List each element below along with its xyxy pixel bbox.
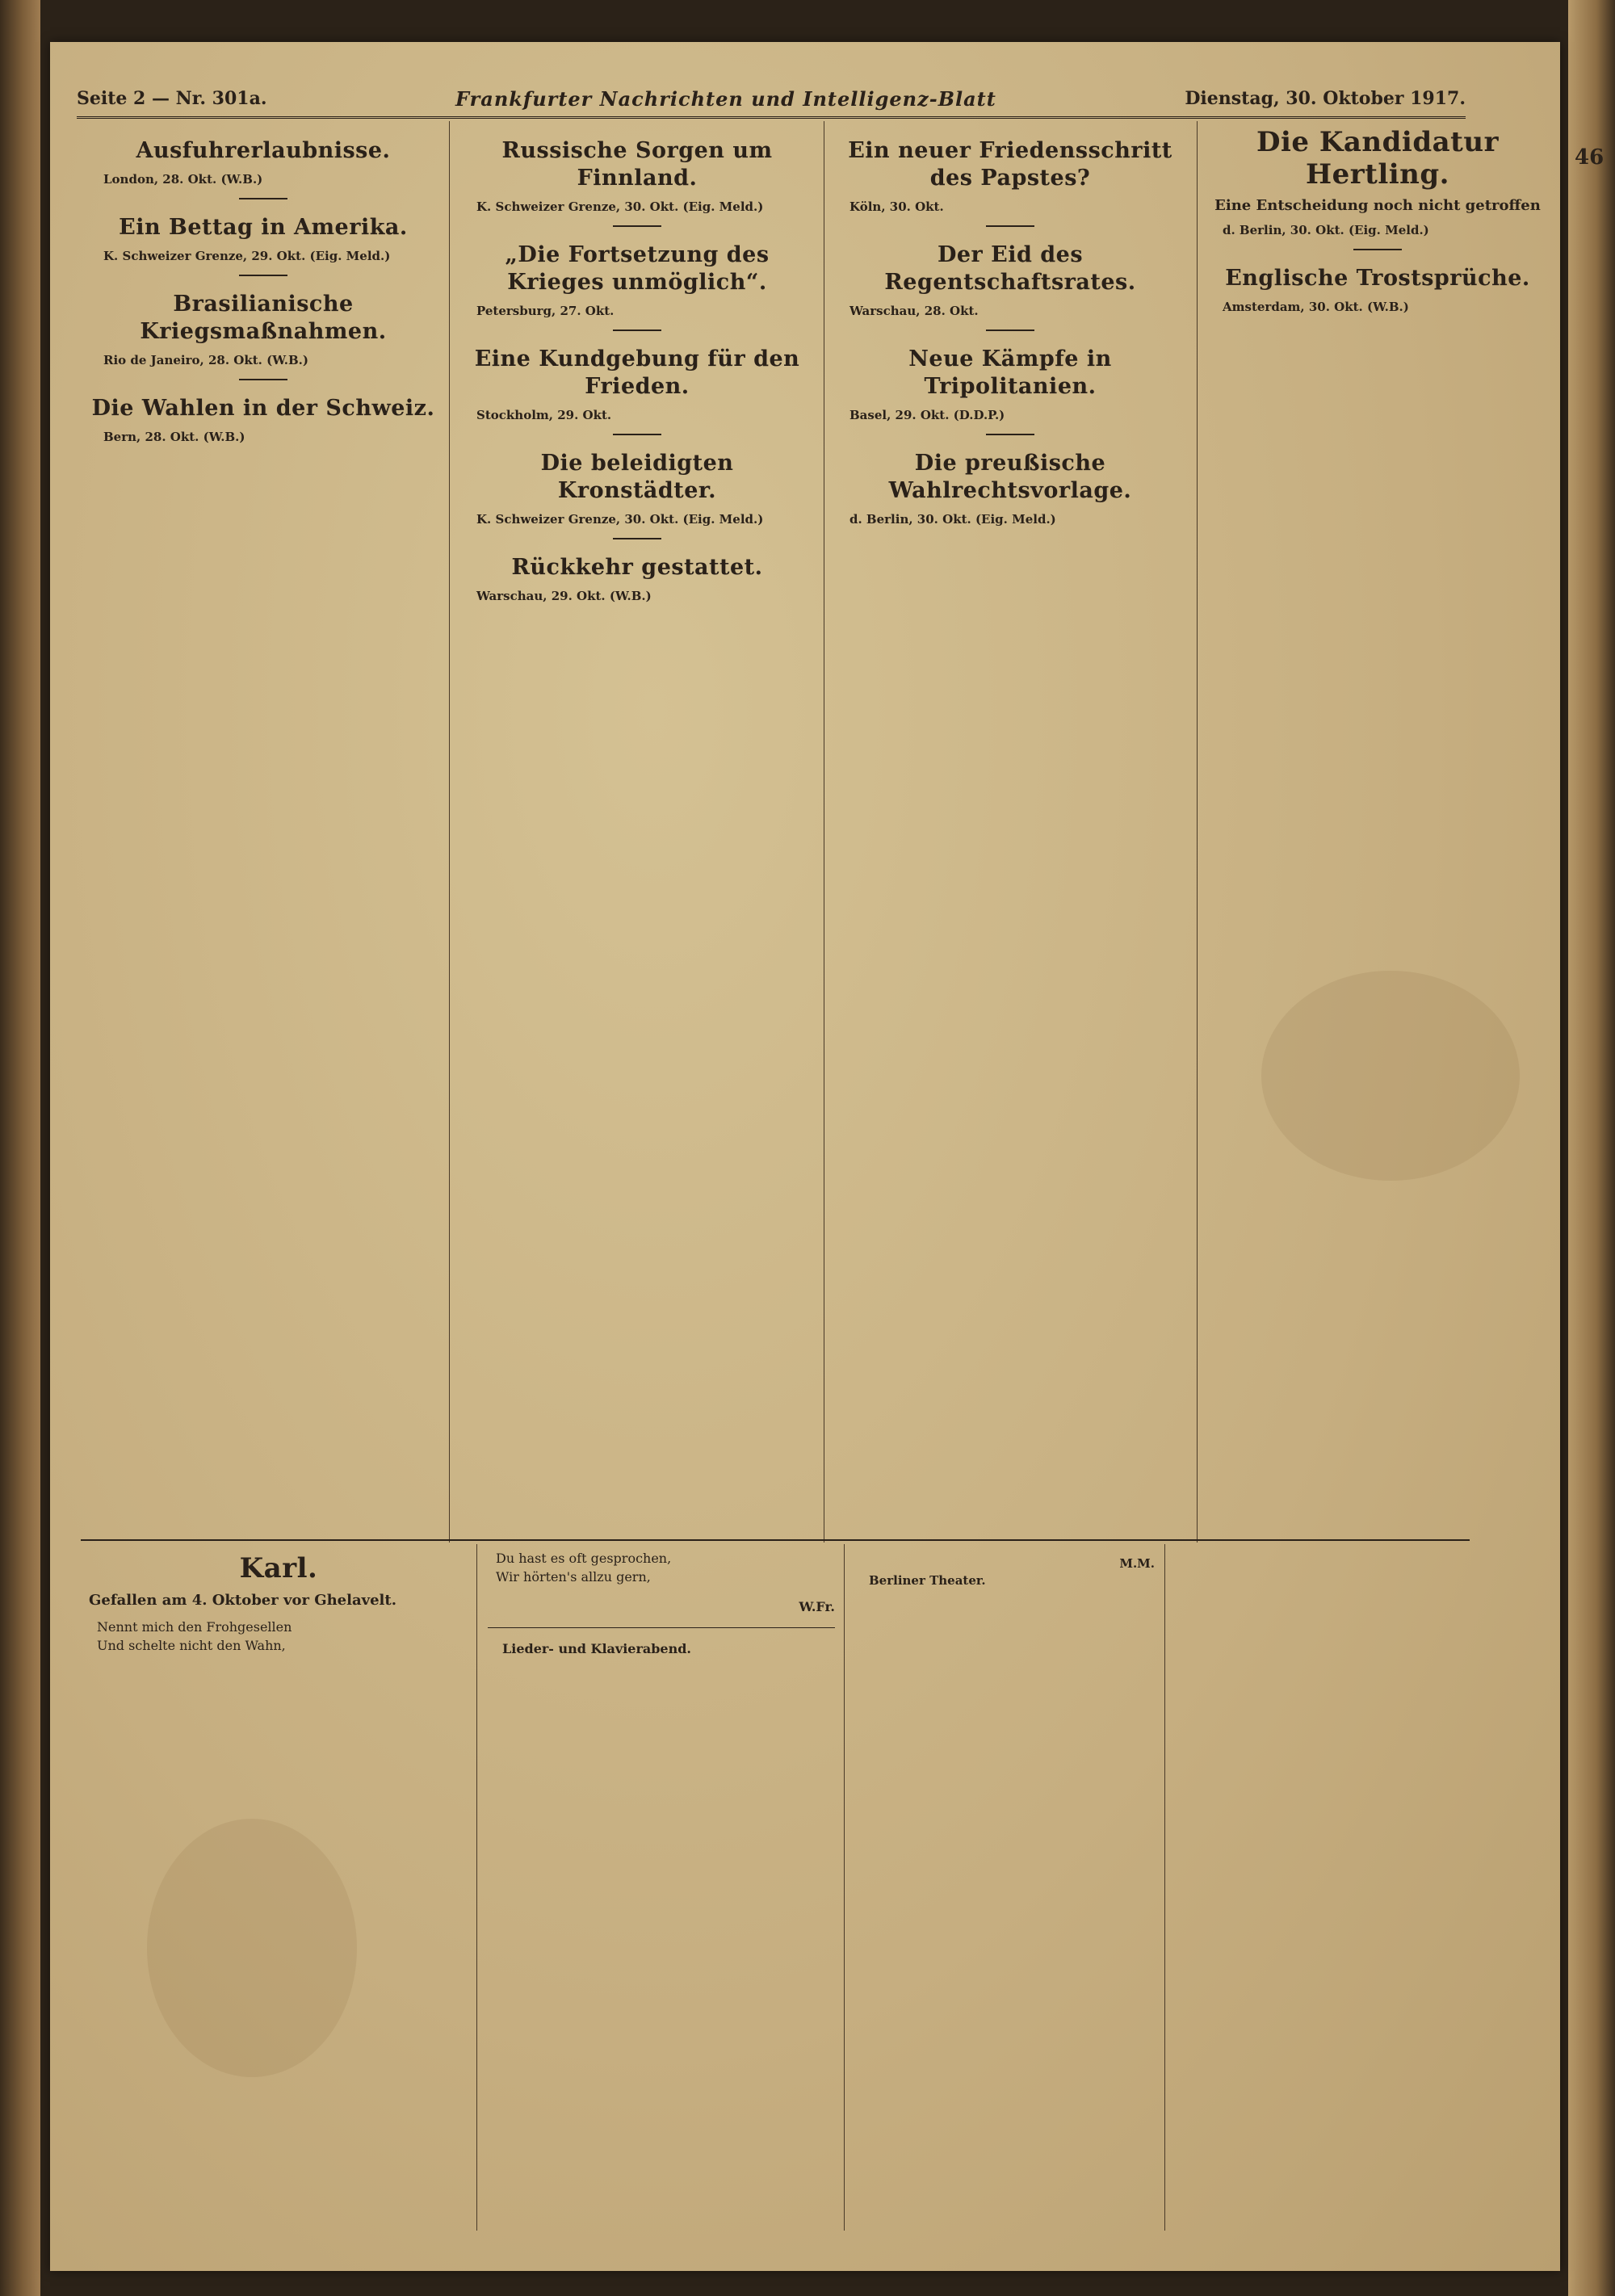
poem-signature: W.Fr.	[799, 1599, 835, 1614]
article-paragraph	[462, 588, 812, 605]
article-paragraph	[835, 511, 1185, 528]
separator	[986, 329, 1034, 331]
feuilleton-rule	[81, 1539, 1470, 1541]
article-paragraph	[462, 199, 812, 216]
dateline: K. Schweizer Grenze, 30. Okt. (Eig. Meld.)	[476, 512, 764, 527]
headline-brasil: Brasilianische Kriegsmaßnahmen.	[140, 292, 387, 344]
review-heading: Berliner Theater.	[869, 1573, 986, 1588]
headline-rueckkehr: Rückkehr gestattet.	[511, 555, 763, 580]
separator	[986, 434, 1034, 435]
subheadline-hertling: Eine Entscheidung noch nicht getroffen	[1214, 197, 1541, 214]
separator	[613, 434, 661, 435]
dateline: Rio de Janeiro, 28. Okt. (W.B.)	[103, 353, 308, 367]
dateline: Warschau, 29. Okt. (W.B.)	[476, 589, 652, 603]
column-rule	[1197, 121, 1198, 1543]
poem-line: Du hast es oft gesprochen,	[496, 1551, 672, 1566]
column-1	[89, 123, 438, 1537]
review-heading: Lieder- und Klavierabend.	[502, 1641, 691, 1656]
headline-bettag: Ein Bettag in Amerika.	[119, 215, 408, 240]
article-paragraph	[835, 303, 1185, 320]
dateline: Stockholm, 29. Okt.	[476, 408, 612, 422]
dateline: d. Berlin, 30. Okt. (Eig. Meld.)	[849, 512, 1056, 527]
poem-column-1	[89, 1549, 468, 2238]
column-3	[835, 123, 1185, 1537]
article-paragraph	[1208, 299, 1547, 316]
review-paragraph	[854, 1572, 1155, 1589]
article-paragraph	[462, 511, 812, 528]
separator	[986, 225, 1034, 227]
headline-tripolis: Neue Kämpfe in Tripolitanien.	[908, 346, 1112, 399]
article-paragraph	[89, 352, 438, 369]
separator	[239, 198, 287, 199]
page-number: Seite 2 — Nr. 301a.	[77, 88, 267, 109]
headline-friedensschritt: Ein neuer Friedensschritt des Papstes?	[848, 138, 1172, 191]
separator	[488, 1627, 835, 1628]
review-column-3	[854, 1549, 1155, 2238]
headline-finnland: Russische Sorgen um Finnland.	[501, 138, 773, 191]
separator	[613, 538, 661, 539]
review-paragraph	[488, 1639, 835, 1658]
column-2	[462, 123, 812, 1537]
separator	[239, 275, 287, 276]
adjacent-page-number: 46	[1575, 145, 1605, 170]
article-paragraph	[835, 199, 1185, 216]
poem-stanza	[89, 1618, 468, 1655]
separator	[613, 225, 661, 227]
headline-trost: Englische Trostsprüche.	[1225, 266, 1530, 291]
separator	[239, 379, 287, 380]
poem-line: Nennt mich den Frohgesellen	[97, 1619, 292, 1635]
headline-wahlen: Die Wahlen in der Schweiz.	[91, 396, 435, 421]
poem-column-2	[488, 1549, 835, 2238]
article-paragraph	[1208, 222, 1547, 239]
dateline: K. Schweizer Grenze, 30. Okt. (Eig. Meld.)	[476, 199, 764, 214]
review-signature: M.M.	[1119, 1556, 1155, 1571]
headline-eid: Der Eid des Regentschaftsrates.	[884, 242, 1136, 295]
column-rule	[1164, 1544, 1165, 2231]
column-rule	[844, 1544, 845, 2231]
separator	[613, 329, 661, 331]
dateline: Amsterdam, 30. Okt. (W.B.)	[1223, 300, 1409, 314]
book-binding-left	[0, 0, 40, 2296]
dateline: Warschau, 28. Okt.	[849, 304, 979, 318]
article-paragraph	[89, 171, 438, 188]
article-paragraph	[462, 303, 812, 320]
poem-subtitle: Gefallen am 4. Oktober vor Ghelavelt.	[89, 1592, 396, 1609]
headline-wahlrecht: Die preußische Wahlrechtsvorlage.	[888, 451, 1132, 503]
dateline: K. Schweizer Grenze, 29. Okt. (Eig. Meld.)	[103, 249, 391, 263]
poem-line: Wir hörten's allzu gern,	[496, 1569, 651, 1585]
article-paragraph	[89, 248, 438, 265]
dateline: London, 28. Okt. (W.B.)	[103, 172, 263, 187]
issue-date: Dienstag, 30. Oktober 1917.	[1185, 88, 1466, 109]
book-binding-right	[1568, 0, 1615, 2296]
dateline: Basel, 29. Okt. (D.D.P.)	[849, 408, 1005, 422]
article-paragraph	[835, 407, 1185, 424]
headline-kronstadt: Die beleidigten Kronstädter.	[540, 451, 734, 503]
article-paragraph	[89, 429, 438, 446]
poem-stanza	[488, 1549, 835, 1586]
poem-line: Und schelte nicht den Wahn,	[97, 1638, 286, 1653]
dateline: Köln, 30. Okt.	[849, 199, 944, 214]
headline-kundgebung: Eine Kundgebung für den Frieden.	[474, 346, 800, 399]
column-rule	[476, 1544, 477, 2231]
poem-title: Karl.	[239, 1552, 318, 1585]
separator	[1353, 249, 1402, 250]
review-column-4	[1176, 1549, 1547, 2238]
article-paragraph	[462, 407, 812, 424]
newspaper-title: Frankfurter Nachrichten und Intelligenz-Blatt	[455, 86, 996, 111]
column-4	[1208, 123, 1547, 1537]
dateline: d. Berlin, 30. Okt. (Eig. Meld.)	[1223, 223, 1429, 237]
headline-ausfuhr: Ausfuhrerlaubnisse.	[136, 138, 391, 163]
headline-hertling: Die Kandidatur Hertling.	[1256, 126, 1499, 191]
masthead	[77, 81, 1466, 119]
dateline: Bern, 28. Okt. (W.B.)	[103, 430, 245, 444]
headline-fortsetzung: „Die Fortsetzung des Krieges unmöglich“.	[505, 242, 770, 295]
dateline: Petersburg, 27. Okt.	[476, 304, 615, 318]
column-rule	[449, 121, 450, 1543]
